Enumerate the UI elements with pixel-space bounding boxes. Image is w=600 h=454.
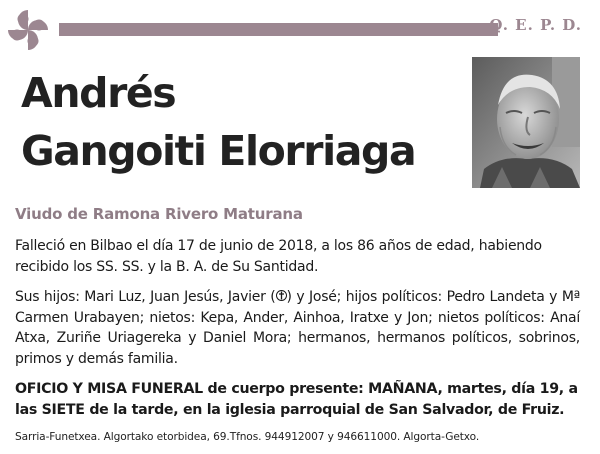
funeral-home-footer: Sarria-Funetxea. Algortako etorbidea, 69.Tfnos. 944912007 y 946611000. Algorta-Getxo. bbox=[15, 431, 480, 443]
cross-icon bbox=[276, 288, 287, 301]
deceased-name bbox=[21, 64, 415, 180]
surnames: Gangoiti Elorriaga bbox=[21, 127, 416, 175]
first-name: Andrés bbox=[21, 69, 176, 117]
family-text-2: ) y José; hijos políticos: Pedro Landeta y Mª Carmen Urabayen; nietos: Kepa, Ander, Ainhoa, Iratxe y Jon; nietos políticos: Anaí Atxa, Zuriñe Uriagereka y Daniel Mora; hermanos, hermanos políticos, sobrinos, primos y demás familia. bbox=[15, 289, 580, 367]
header-bar bbox=[59, 23, 498, 36]
portrait-photo bbox=[472, 57, 580, 188]
death-notice-paragraph: Falleció en Bilbao el día 17 de junio de 2018, a los 86 años de edad, habiendo recibido los SS. SS. y la B. A. de Su Santidad. bbox=[15, 238, 542, 275]
funeral-paragraph: OFICIO Y MISA FUNERAL de cuerpo presente: MAÑANA, martes, día 19, a las SIETE de la tarde, en la iglesia parroquial de San Salvador, de Fruiz. bbox=[15, 381, 578, 418]
family-paragraph bbox=[15, 287, 580, 369]
lauburu-icon bbox=[6, 8, 50, 52]
subtitle-widow: Viudo de Ramona Rivero Maturana bbox=[15, 205, 303, 223]
qepd-label: Q. E. P. D. bbox=[489, 16, 582, 34]
family-text-1: Sus hijos: Mari Luz, Juan Jesús, Javier ( bbox=[15, 289, 276, 305]
